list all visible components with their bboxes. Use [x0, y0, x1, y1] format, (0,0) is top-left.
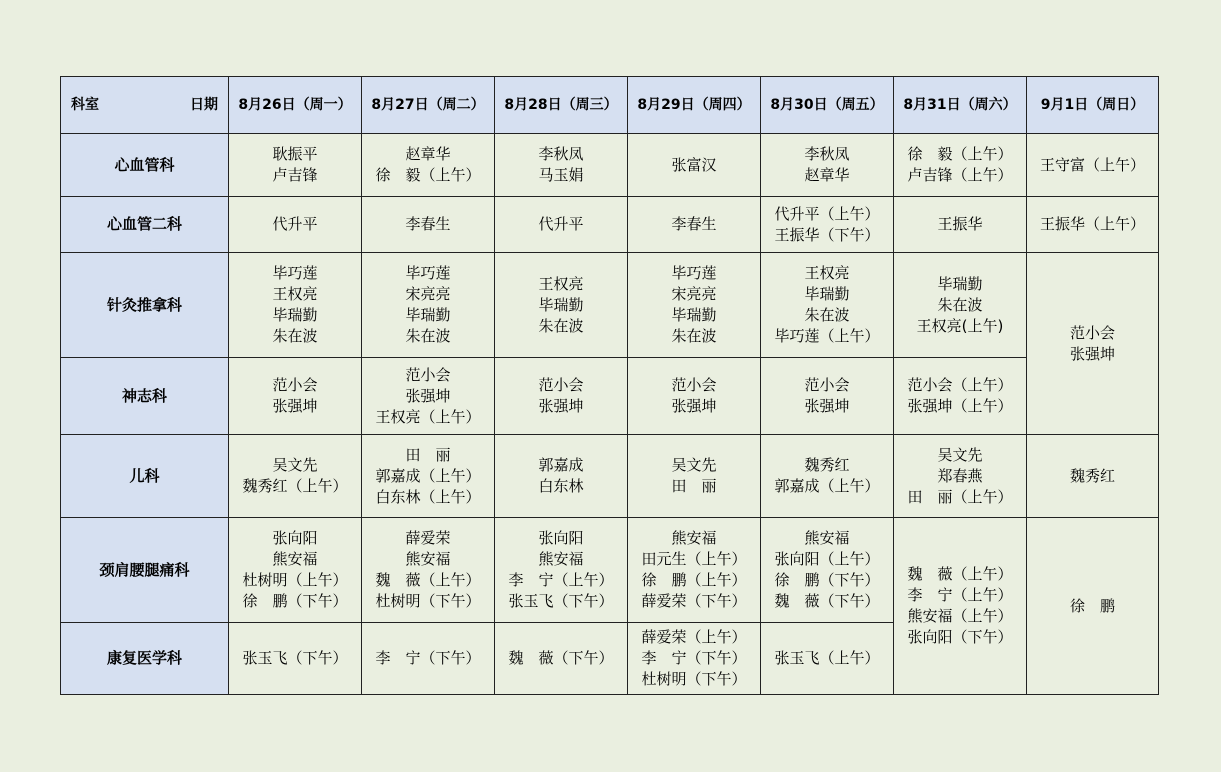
schedule-cell — [362, 518, 495, 623]
department-name: 神志科 — [61, 358, 229, 435]
day-header: 8月27日（周二） — [362, 77, 495, 134]
schedule-cell — [229, 134, 362, 197]
schedule-cell — [229, 435, 362, 518]
doctor-entry: 王权亮 — [804, 264, 850, 282]
doctor-entry: 张强坤 — [804, 397, 850, 415]
schedule-cell — [362, 253, 495, 358]
department-name: 针灸推拿科 — [61, 253, 229, 358]
schedule-cell — [628, 253, 761, 358]
doctor-entry: 毕巧莲 — [405, 264, 451, 282]
doctor-entry: 魏 薇（下午） — [508, 649, 614, 667]
doctor-entry: 郑春燕 — [937, 466, 983, 485]
doctor-entry: 李 宁（上午） — [508, 571, 614, 589]
schedule-cell — [495, 253, 628, 358]
department-name: 儿科 — [61, 435, 229, 518]
doctor-entry: 张强坤 — [272, 397, 318, 415]
schedule-cell — [628, 197, 761, 253]
row-acupuncture — [61, 253, 1159, 358]
doctor-entry: 代升平 — [538, 215, 584, 233]
doctor-entry: 毕瑞勤 — [671, 306, 717, 324]
doctor-entry: 李 宁（下午） — [641, 649, 747, 667]
day-header: 8月29日（周四） — [628, 77, 761, 134]
doctor-entry: 王振华 — [937, 215, 983, 233]
doctor-entry: 张向阳（下午） — [907, 628, 1013, 646]
doctor-entry: 王权亮 — [272, 285, 318, 303]
doctor-entry: 朱在波 — [937, 295, 983, 314]
doctor-entry: 张强坤 — [671, 397, 717, 415]
doctor-entry: 徐 鹏（下午） — [774, 571, 880, 589]
doctor-entry: 徐 毅（上午） — [907, 145, 1013, 163]
schedule-cell — [229, 518, 362, 623]
schedule-cell — [229, 253, 362, 358]
row-cardiology — [61, 134, 1159, 197]
doctor-entry: 魏秀红（上午） — [242, 477, 348, 495]
doctor-entry: 毕巧莲 — [272, 264, 318, 282]
doctor-entry: 王守富（上午） — [1039, 155, 1145, 174]
doctor-entry: 张强坤 — [1069, 344, 1115, 363]
doctor-entry: 薛爱荣（上午） — [641, 628, 747, 646]
department-name: 心血管科 — [61, 134, 229, 197]
day-header: 8月28日（周三） — [495, 77, 628, 134]
doctor-entry: 魏 薇（下午） — [774, 592, 880, 610]
doctor-entry: 熊安福（上午） — [907, 607, 1013, 625]
doctor-entry: 张富汉 — [671, 155, 717, 174]
doctor-entry: 魏 薇（上午） — [375, 571, 481, 589]
doctor-entry: 李秋凤 — [804, 145, 850, 163]
schedule-cell — [362, 435, 495, 518]
schedule-cell — [229, 358, 362, 435]
schedule-cell — [495, 435, 628, 518]
schedule-cell — [761, 197, 894, 253]
schedule-cell — [362, 358, 495, 435]
doctor-entry: 李秋凤 — [538, 145, 584, 163]
doctor-entry: 毕巧莲 — [671, 264, 717, 282]
schedule-cell-merged — [894, 518, 1027, 695]
doctor-entry: 徐 鹏 — [1069, 596, 1115, 615]
doctor-entry: 郭嘉成（上午） — [774, 477, 880, 495]
schedule-cell — [495, 623, 628, 695]
schedule-cell — [894, 253, 1027, 358]
day-header: 8月30日（周五） — [761, 77, 894, 134]
doctor-entry: 代升平（上午） — [774, 204, 880, 223]
doctor-entry: 张玉飞（上午） — [774, 649, 880, 667]
schedule-cell — [628, 435, 761, 518]
day-header: 8月26日（周一） — [229, 77, 362, 134]
doctor-entry: 熊安福 — [804, 529, 850, 547]
schedule-cell — [362, 623, 495, 695]
department-name: 心血管二科 — [61, 197, 229, 253]
schedule-cell — [894, 358, 1027, 435]
doctor-entry: 李 宁（下午） — [375, 649, 481, 667]
doctor-entry: 张玉飞（下午） — [508, 592, 614, 610]
doctor-entry: 代升平 — [272, 215, 318, 233]
doctor-entry: 王振华（下午） — [774, 225, 880, 244]
doctor-entry: 范小会 — [1069, 323, 1115, 342]
doctor-entry: 白东林（上午） — [375, 487, 481, 506]
doctor-entry: 田 丽（上午） — [907, 487, 1013, 506]
row-pediatrics — [61, 435, 1159, 518]
doctor-entry: 毕巧莲（上午） — [774, 327, 880, 345]
schedule-cell — [362, 197, 495, 253]
doctor-entry: 张强坤 — [405, 386, 451, 405]
schedule-cell — [362, 134, 495, 197]
schedule-cell — [894, 134, 1027, 197]
doctor-entry: 徐 鹏（下午） — [242, 592, 348, 610]
schedule-cell — [495, 518, 628, 623]
doctor-entry: 朱在波 — [671, 327, 717, 345]
doctor-entry: 李春生 — [405, 215, 451, 233]
doctor-entry: 徐 鹏（上午） — [641, 571, 747, 589]
corner-header — [61, 77, 229, 134]
schedule-cell-merged — [1027, 253, 1159, 435]
schedule-cell — [1027, 134, 1159, 197]
schedule-cell — [1027, 197, 1159, 253]
schedule-cell — [1027, 435, 1159, 518]
doctor-entry: 魏秀红 — [1069, 466, 1115, 485]
schedule-cell — [628, 518, 761, 623]
schedule-cell — [894, 197, 1027, 253]
schedule-cell — [495, 134, 628, 197]
doctor-entry: 魏 薇（上午） — [907, 565, 1013, 583]
schedule-cell — [761, 358, 894, 435]
doctor-entry: 毕瑞勤 — [937, 274, 983, 293]
schedule-cell — [628, 623, 761, 695]
doctor-entry: 魏秀红 — [804, 456, 850, 474]
header-row — [61, 77, 1159, 134]
doctor-entry: 毕瑞勤 — [804, 285, 850, 303]
date-label: 日期 — [190, 97, 218, 113]
doctor-entry: 熊安福 — [405, 550, 451, 568]
doctor-entry: 张向阳 — [538, 529, 584, 547]
row-neck-back-pain — [61, 518, 1159, 623]
schedule-cell-merged — [1027, 518, 1159, 695]
doctor-entry: 张玉飞（下午） — [242, 649, 348, 667]
doctor-entry: 赵章华 — [405, 145, 451, 163]
row-cardiology-2 — [61, 197, 1159, 253]
doctor-entry: 杜树明（下午） — [641, 670, 747, 688]
doctor-entry: 徐 毅（上午） — [375, 166, 481, 184]
duty-schedule-table — [60, 76, 1159, 695]
schedule-cell — [628, 358, 761, 435]
doctor-entry: 朱在波 — [272, 327, 318, 345]
schedule-cell — [761, 134, 894, 197]
doctor-entry: 毕瑞勤 — [405, 306, 451, 324]
department-name: 颈肩腰腿痛科 — [61, 518, 229, 623]
doctor-entry: 李 宁（上午） — [907, 586, 1013, 604]
doctor-entry: 张向阳（上午） — [774, 550, 880, 568]
doctor-entry: 郭嘉成 — [538, 456, 584, 474]
doctor-entry: 朱在波 — [538, 316, 584, 335]
doctor-entry: 朱在波 — [804, 306, 850, 324]
doctor-entry: 白东林 — [538, 477, 584, 495]
schedule-cell — [894, 435, 1027, 518]
day-header: 9月1日（周日） — [1027, 77, 1159, 134]
doctor-entry: 范小会 — [538, 376, 584, 394]
schedule-cell — [229, 623, 362, 695]
schedule-cell — [761, 623, 894, 695]
doctor-entry: 张强坤 — [538, 397, 584, 415]
schedule-cell — [229, 197, 362, 253]
doctor-entry: 薛爱荣 — [405, 529, 451, 547]
doctor-entry: 吴文先 — [937, 445, 983, 464]
doctor-entry: 范小会（上午） — [907, 376, 1013, 394]
doctor-entry: 马玉娟 — [538, 166, 584, 184]
schedule-cell — [495, 197, 628, 253]
doctor-entry: 毕瑞勤 — [538, 295, 584, 314]
doctor-entry: 宋亮亮 — [405, 285, 451, 303]
doctor-entry: 郭嘉成（上午） — [375, 466, 481, 485]
doctor-entry: 毕瑞勤 — [272, 306, 318, 324]
doctor-entry: 王权亮（上午） — [375, 407, 481, 426]
doctor-entry: 范小会 — [405, 365, 451, 384]
doctor-entry: 田元生（上午） — [641, 550, 747, 568]
doctor-entry: 朱在波 — [405, 327, 451, 345]
doctor-entry: 熊安福 — [671, 529, 717, 547]
schedule-cell — [628, 134, 761, 197]
doctor-entry: 王权亮(上午) — [916, 316, 1004, 335]
doctor-entry: 田 丽 — [405, 445, 451, 464]
doctor-entry: 王振华（上午） — [1039, 215, 1145, 233]
doctor-entry: 田 丽 — [671, 477, 717, 495]
schedule-cell — [761, 253, 894, 358]
doctor-entry: 王权亮 — [538, 274, 584, 293]
doctor-entry: 范小会 — [804, 376, 850, 394]
doctor-entry: 吴文先 — [671, 456, 717, 474]
doctor-entry: 宋亮亮 — [671, 285, 717, 303]
schedule-cell — [761, 518, 894, 623]
doctor-entry: 范小会 — [671, 376, 717, 394]
doctor-entry: 耿振平 — [272, 145, 318, 163]
doctor-entry: 范小会 — [272, 376, 318, 394]
doctor-entry: 卢吉锋 — [272, 166, 318, 184]
doctor-entry: 吴文先 — [272, 456, 318, 474]
doctor-entry: 李春生 — [671, 215, 717, 233]
schedule-cell — [495, 358, 628, 435]
doctor-entry: 熊安福 — [272, 550, 318, 568]
department-name: 康复医学科 — [61, 623, 229, 695]
doctor-entry: 杜树明（下午） — [375, 592, 481, 610]
doctor-entry: 张强坤（上午） — [907, 397, 1013, 415]
doctor-entry: 熊安福 — [538, 550, 584, 568]
doctor-entry: 卢吉锋（上午） — [907, 166, 1013, 184]
day-header: 8月31日（周六） — [894, 77, 1027, 134]
department-label: 科室 — [71, 97, 99, 113]
doctor-entry: 赵章华 — [804, 166, 850, 184]
doctor-entry: 薛爱荣（下午） — [641, 592, 747, 610]
doctor-entry: 杜树明（上午） — [242, 571, 348, 589]
doctor-entry: 张向阳 — [272, 529, 318, 547]
schedule-cell — [761, 435, 894, 518]
row-psychiatry — [61, 358, 1159, 435]
